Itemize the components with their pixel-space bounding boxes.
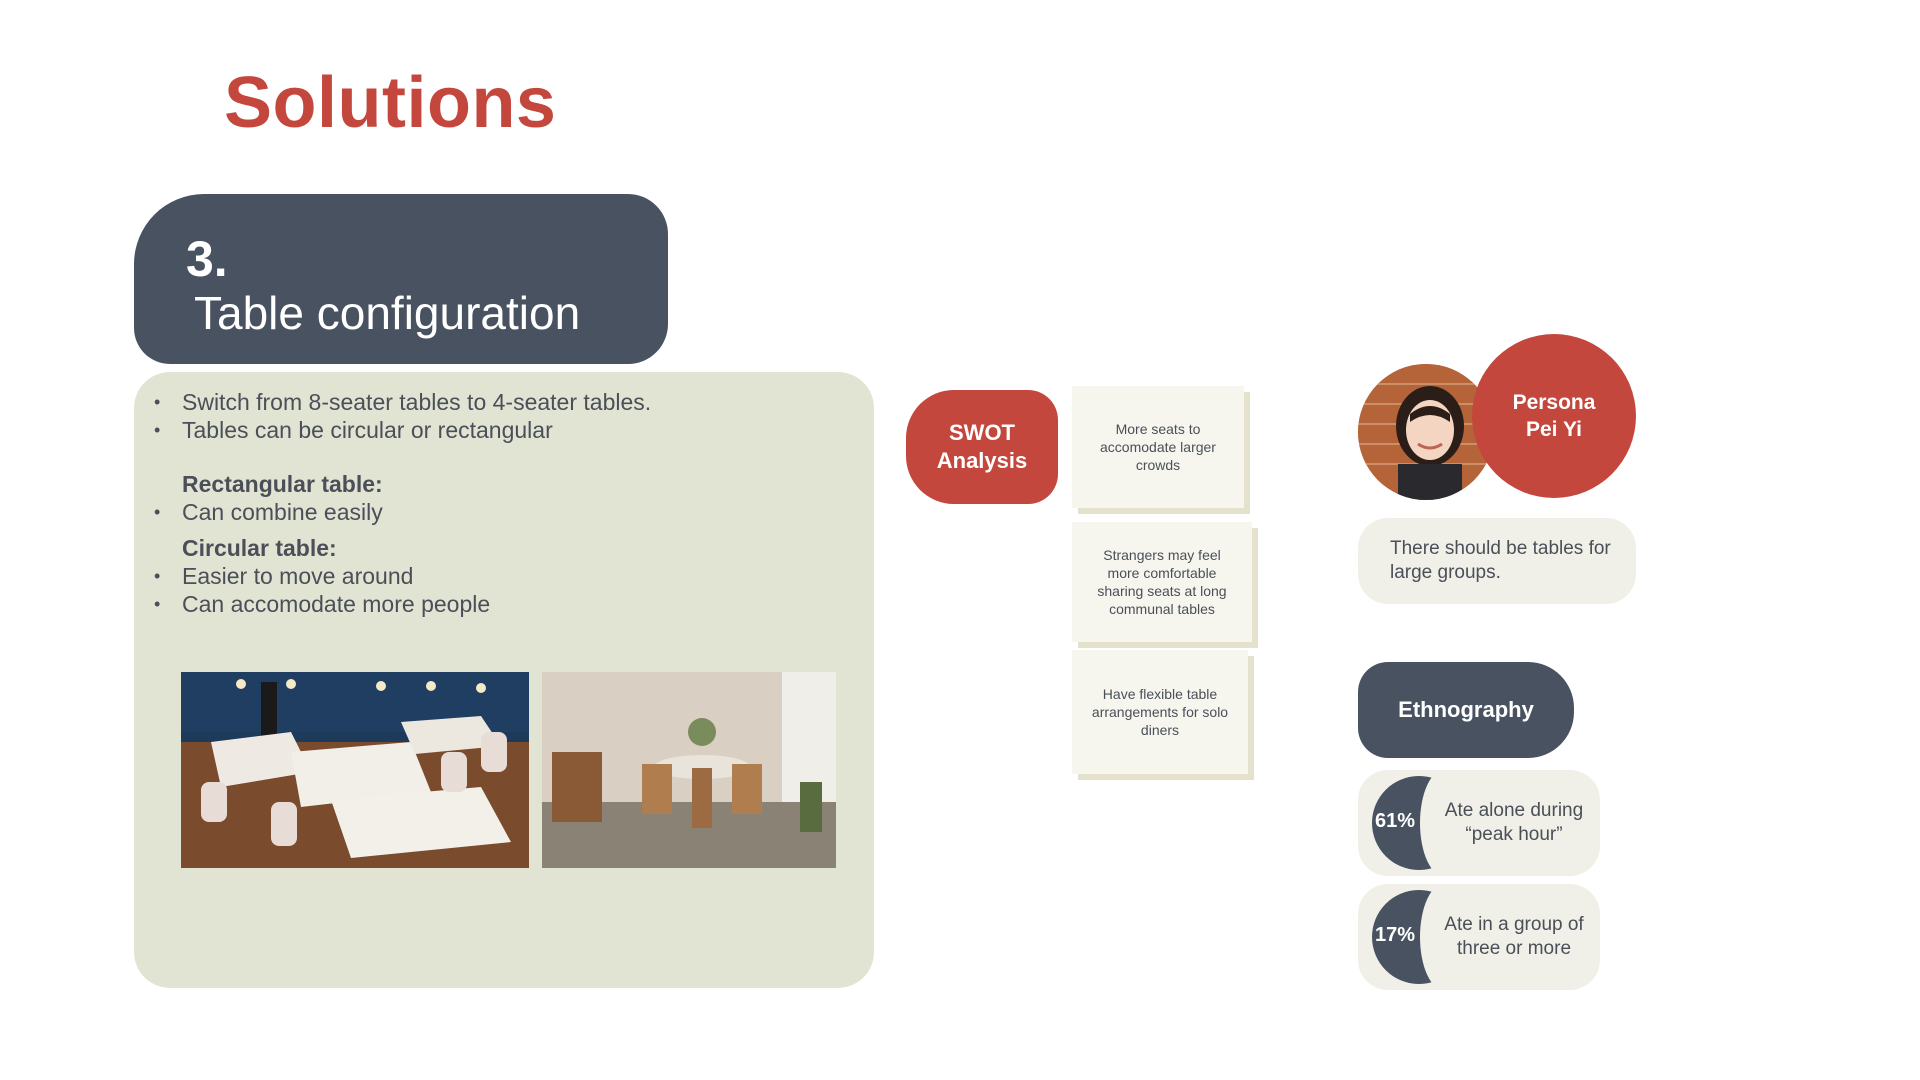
section-number: 3. [186,231,228,287]
persona-name: Pei Yi [1525,418,1583,441]
swot-label-line1: SWOT [949,420,1015,445]
bullet-item: • Easier to move around [182,562,651,590]
stat-label: Ate alone during “peak hour” [1444,800,1584,845]
bullet-item: • Tables can be circular or rectangular [182,416,651,444]
swot-note: Strangers may feel more comfortable sharing seats at long communal tables [1072,522,1252,642]
swot-label-line2: Analysis [936,448,1028,473]
swot-note: Have flexible table arrangements for solo diners [1072,650,1248,774]
section-header [134,194,668,364]
ethnography-badge: Ethnography [1358,662,1574,758]
section-name: Table configuration [194,287,581,339]
persona-badge [1472,334,1636,498]
swot-note: More seats to accomodate larger crowds [1072,386,1244,508]
stat-card [1358,884,1600,990]
persona-quote: There should be tables for large groups. [1358,518,1636,604]
bullet-item: • Can accomodate more people [182,590,651,618]
circular-table-photo [542,672,836,868]
circular-heading: Circular table: [182,535,337,561]
bullet-item: • Switch from 8-seater tables to 4-seater tables. [182,388,651,416]
stat-label: Ate in a group of three or more [1444,914,1584,959]
bullet-item: • Can combine easily [182,498,651,526]
stat-value: 61% [1375,810,1416,832]
swot-badge [906,390,1058,504]
stat-card [1358,770,1600,876]
content-panel [134,372,874,988]
persona-label: Persona [1512,391,1596,414]
slide-title: Solutions [224,63,557,143]
rectangular-heading: Rectangular table: [182,471,383,497]
rectangular-tables-photo [181,672,529,868]
stat-value: 17% [1375,924,1416,946]
bullet-list [182,388,651,618]
